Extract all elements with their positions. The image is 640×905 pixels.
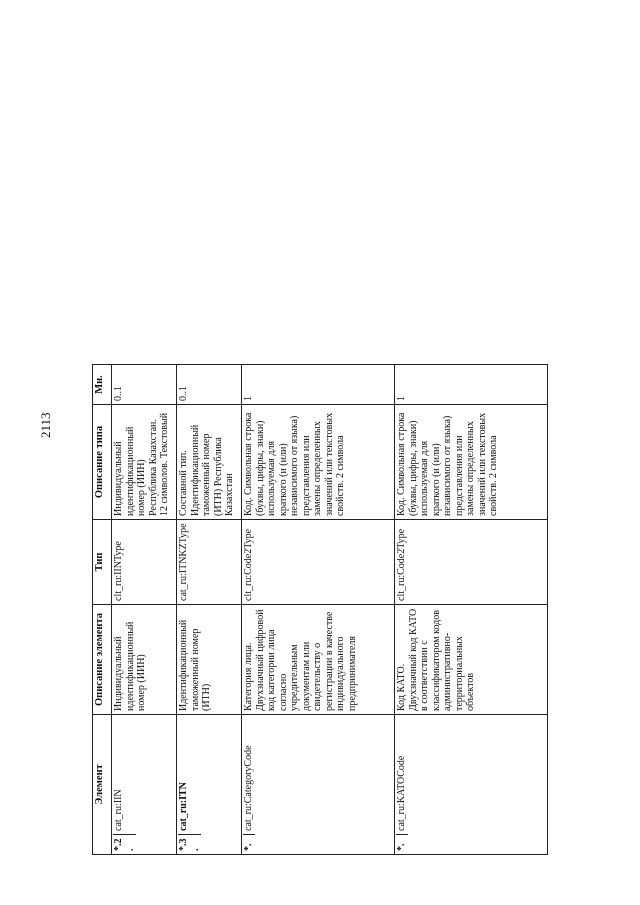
mn-cell: 1 <box>395 365 548 405</box>
mn-cell: 0..1 <box>177 365 242 405</box>
element-number: *. <box>243 834 255 851</box>
table-header-row <box>93 65 112 855</box>
header-element-desc: Описание элемента <box>93 605 112 715</box>
table-row <box>395 65 548 855</box>
spec-table <box>92 64 548 855</box>
rotated-sheet <box>92 65 592 855</box>
element-description: Категория лица. Двухзначный цифровой код категории лица согласно учредительным документам или свидетельству о регистрации в качестве индивидуального предпринимателя <box>242 605 395 715</box>
type-cell: clt_ru:IINType <box>112 520 177 605</box>
table-row <box>112 65 177 855</box>
element-number: *.2. <box>113 834 136 851</box>
page-number: 2113 <box>38 412 53 438</box>
element-code: cat_ru:IIN <box>113 789 124 831</box>
element-cell <box>242 715 395 855</box>
element-description: Код КАТО. Двухзначный код КАТО в соответствии с классификатором кодов административно-территориальных объектов <box>395 605 548 715</box>
mn-cell: 0..1 <box>112 365 177 405</box>
type-description: Индивидуальный идентификационный номер (ИИН) Республика Казахстан. 12 символов. Текстовый <box>112 405 177 520</box>
element-cell <box>395 715 548 855</box>
mn-cell: 1 <box>242 365 395 405</box>
empty-cell <box>395 65 548 365</box>
type-description: Код. Символьная строка (буквы, цифры, знаки) используемая для краткого (и (или) независимого от языка) представления или замены определенных значений или текстовых свойств. 2 символа <box>242 405 395 520</box>
element-description: Идентификационный таможенный номер (ИТН) <box>177 605 242 715</box>
header-element: Элемент <box>93 715 112 855</box>
header-type-desc: Описание типа <box>93 405 112 520</box>
type-description: Код. Символьная строка (буквы, цифры, знаки) используемая для краткого (и (или) независимого от языка) представления или замены определенных значений или текстовых свойств. 2 символа <box>395 405 548 520</box>
element-code: cat_ru:KATOCode <box>396 755 407 831</box>
type-description: Составной тип. Идентификационный таможенный номер (ИТН) Республика Казахстан <box>177 405 242 520</box>
empty-cell <box>177 65 242 365</box>
element-code: cat_ru:ITN <box>178 782 189 831</box>
type-cell: clt_ru:Code2Type <box>395 520 548 605</box>
header-type: Тип <box>93 520 112 605</box>
header-mn: Мн. <box>93 365 112 405</box>
element-description: Индивидуальный идентификационный номер (ИИН) <box>112 605 177 715</box>
type-cell: cat_ru:ITNKZType <box>177 520 242 605</box>
element-number: *. <box>396 834 408 851</box>
empty-cell <box>112 65 177 365</box>
element-cell <box>112 715 177 855</box>
type-cell: clt_ru:Code2Type <box>242 520 395 605</box>
empty-cell <box>242 65 395 365</box>
table-row <box>177 65 242 855</box>
element-number: *.3. <box>178 834 201 851</box>
header-empty <box>93 65 112 365</box>
table-row <box>242 65 395 855</box>
element-code: cat_ru:CategoryCode <box>243 745 254 831</box>
element-cell <box>177 715 242 855</box>
